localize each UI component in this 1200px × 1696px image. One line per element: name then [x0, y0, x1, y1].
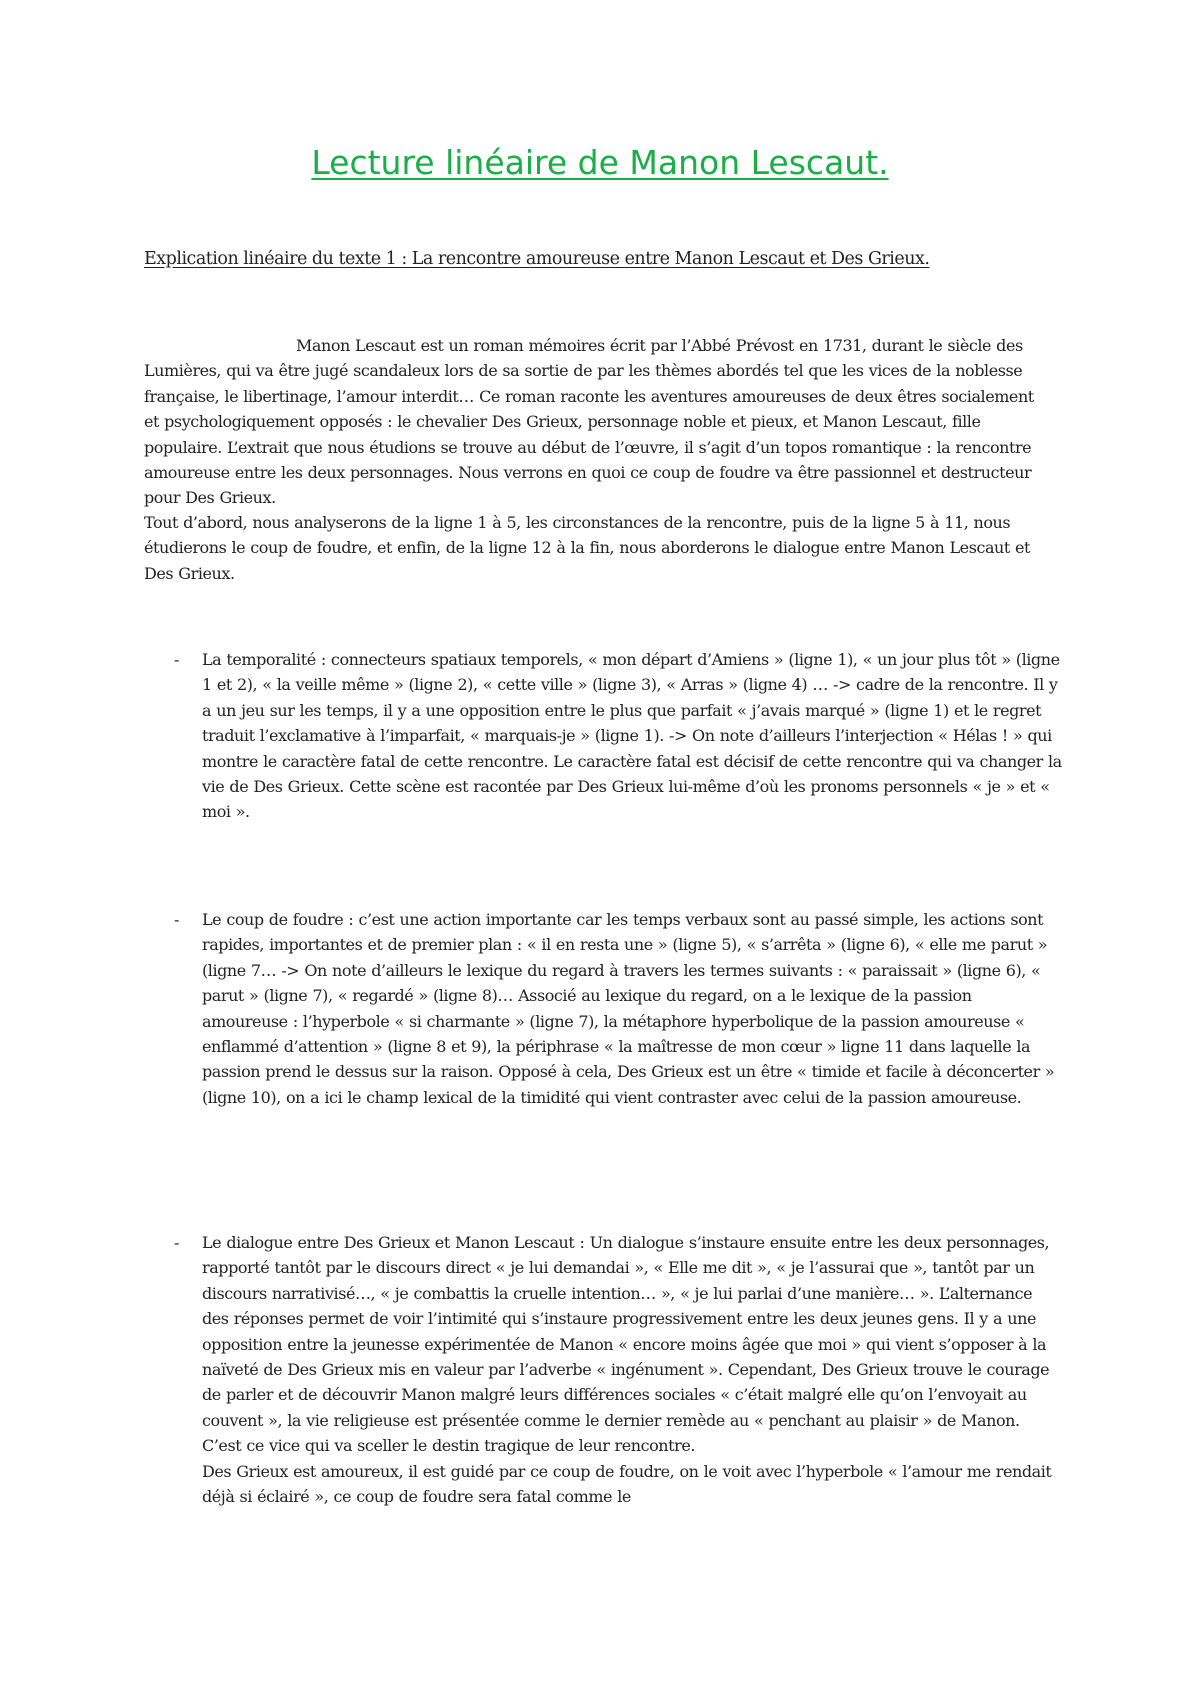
list-item-text: Le coup de foudre : c’est une action importante car les temps verbaux sont au passé simple, les actions sont rapides, importantes et de premier plan : « il en resta une » (ligne 5), « s’arrêta » (ligne 6), « elle me parut » (ligne 7… -> On note d’ailleurs le lexique du regard à travers les termes suivants : « paraissait » (ligne 6), « parut » (ligne 7), « regardé » (ligne 8)… Associé au lexique du regard, on a le lexique de la passion amoureuse : l’hyperbole « si charmante » (ligne 7), la métaphore hyperbolique de la passion amoureuse « enflammé d’attention » (ligne 8 et 9), la périphrase « la maîtresse de mon cœur » ligne 11 dans laquelle la passion prend le dessus sur la raison. Opposé à cela, Des Grieux est un être « timide et facile à déconcerter » (ligne 10), on a ici le champ lexical de la timidité qui vient contraster avec celui de la passion amoureuse.: [202, 910, 1055, 1107]
list-item-text: Le dialogue entre Des Grieux et Manon Lescaut : Un dialogue s’instaure ensuite entre les deux personnages, rapporté tantôt par le discours direct « je lui demandai », « Elle me dit », « je l’assurai que », tantôt par un discours narrativisé…, « je combattis la cruelle intention… », « je lui parlai d’une manière… ». L’alternance des réponses permet de voir l’intimité qui s’instaure progressivement entre les deux jeunes gens. Il y a une opposition entre la jeunesse expérimentée de Manon « encore moins âgée que moi » qui vient s’opposer à la naïveté de Des Grieux mis en valeur par l’adverbe « ingénument ». Cependant, Des Grieux trouve le courage de parler et de découvrir Manon malgré leurs différences sociales « c’était malgré elle qu’on l’envoyait au couvent », la vie religieuse est présentée comme le dernier remède au « penchant au plaisir » de Manon. C’est ce vice qui va sceller le destin tragique de leur rencontre.: [202, 1233, 1050, 1456]
bullet-dash: -: [174, 650, 179, 669]
bullet-dash: -: [174, 910, 179, 929]
list-item-continuation: Des Grieux est amoureux, il est guidé par ce coup de foudre, on le voit avec l’hyperbole « l’amour me rendait déjà si éclairé », ce coup de foudre sera fatal comme le: [202, 1461, 1052, 1507]
introduction-paragraph: Manon Lescaut est un roman mémoires écrit par l’Abbé Prévost en 1731, durant le siècle des Lumières, qui va être jugé scandaleux lors de sa sortie de par les thèmes abordés tel que les vices de la noblesse française, le libertinage, l’amour interdit… Ce roman raconte les aventures amoureuses de deux êtres socialement et psychologiquement opposés : le chevalier Des Grieux, personnage noble et pieux, et Manon Lescaut, fille populaire. L’extrait que nous étudions se trouve au début de l’œuvre, il s’agit d’un topos romantique : la rencontre amoureuse entre les deux personnages. Nous verrons en quoi ce coup de foudre va être passionnel et destructeur pour Des Grieux.: [144, 336, 1034, 508]
list-item-temporalite: [174, 647, 1062, 825]
plan-paragraph: Tout d’abord, nous analyserons de la ligne 1 à 5, les circonstances de la rencontre, puis de la ligne 5 à 11, nous étudierons le coup de foudre, et enfin, de la ligne 12 à la fin, nous aborderons le dialogue entre Manon Lescaut et Des Grieux.: [144, 513, 1031, 583]
list-item-text: La temporalité : connecteurs spatiaux temporels, « mon départ d’Amiens » (ligne 1), « un jour plus tôt » (ligne 1 et 2), « la veille même » (ligne 2), « cette ville » (ligne 3), « Arras » (ligne 4) … -> cadre de la rencontre. Il y a un jeu sur les temps, il y a une opposition entre le plus que parfait « j’avais marqué » (ligne 1) et le regret traduit l’exclamative à l’imparfait, « marquais-je » (ligne 1). -> On note d’ailleurs l’interjection « Hélas ! » qui montre le caractère fatal de cette rencontre. Le caractère fatal est décisif de cette rencontre qui va changer la vie de Des Grieux. Cette scène est racontée par Des Grieux lui-même d’où les pronoms personnels « je » et « moi ».: [202, 650, 1062, 822]
list-item-dialogue: [174, 1230, 1062, 1509]
list-item-coup-de-foudre: [174, 907, 1062, 1110]
document-title: Lecture linéaire de Manon Lescaut.: [311, 143, 889, 182]
bullet-dash: -: [174, 1233, 179, 1252]
document-subtitle: Explication linéaire du texte 1 : La rencontre amoureuse entre Manon Lescaut et Des Grieux.: [144, 249, 930, 269]
